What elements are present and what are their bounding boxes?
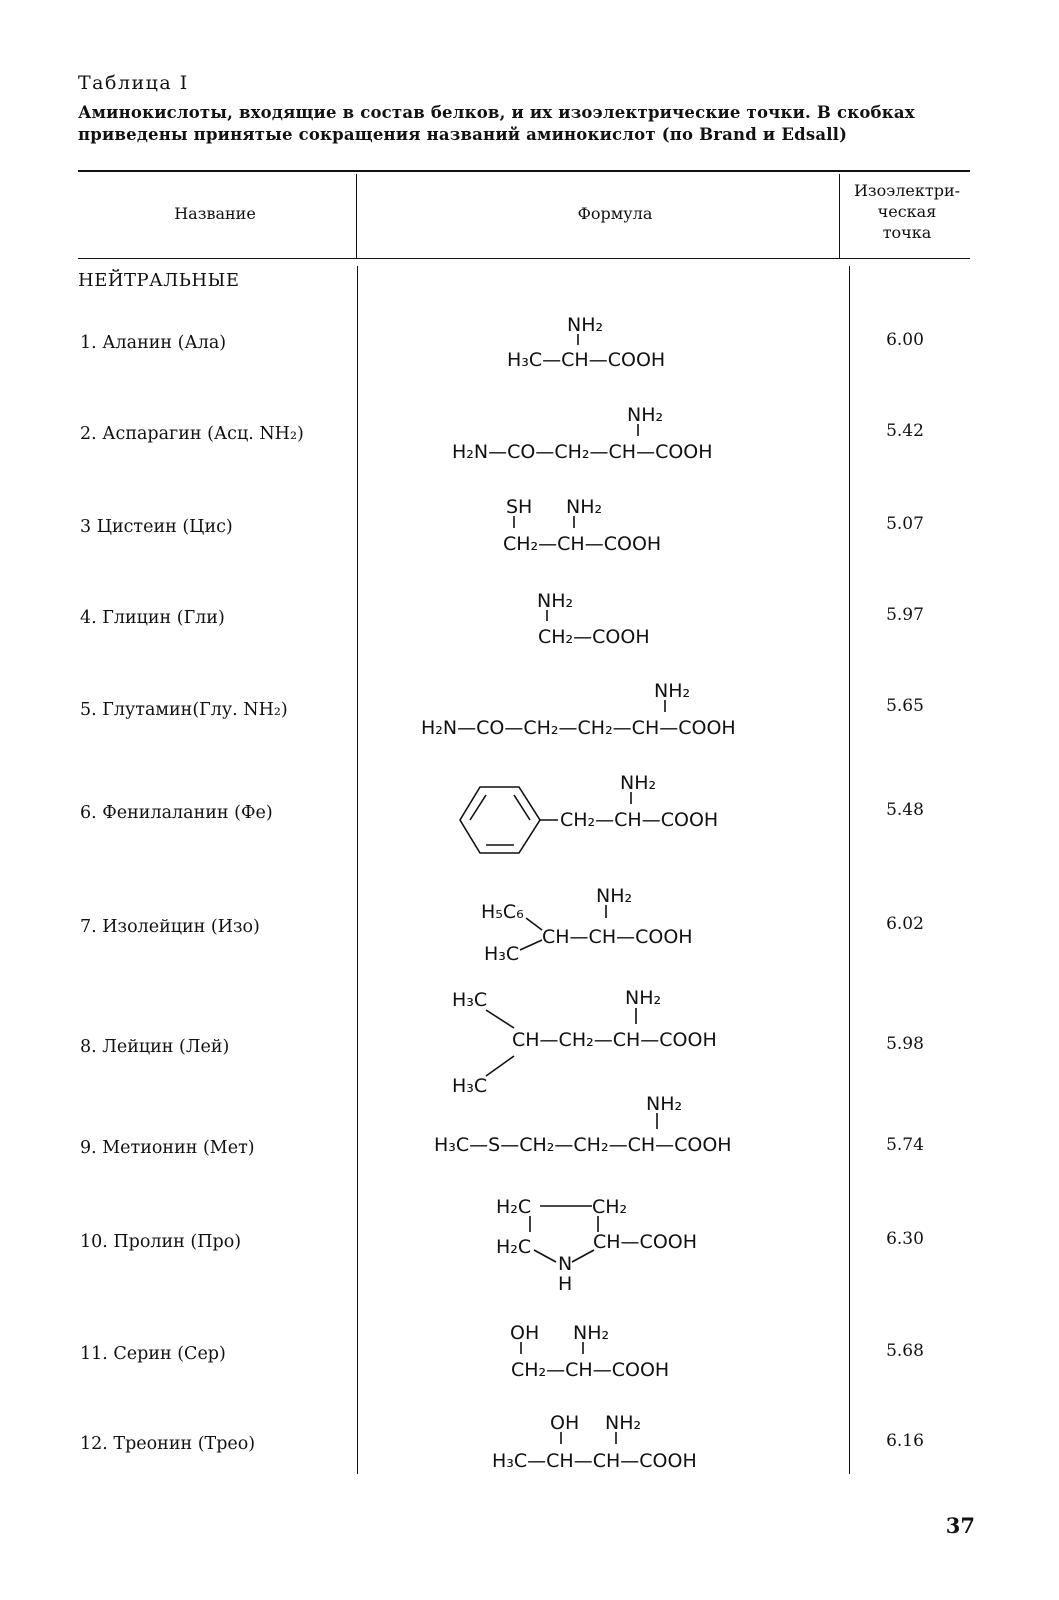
alanine-nh2: NH₂ [567,314,604,336]
threonine-nh2: NH₂ [605,1412,642,1434]
row-pi-threonine: 6.16 [886,1431,924,1451]
leucine-sub1: H₃C [452,989,488,1011]
phenylalanine-nh2: NH₂ [620,772,657,794]
row-pi-alanine: 6.00 [886,330,924,350]
proline-bond-n-right [572,1250,594,1262]
serine-nh2: NH₂ [573,1322,610,1344]
formula-threonine [492,1412,697,1472]
leucine-nh2: NH₂ [625,987,662,1009]
group-title-neutral: НЕЙТРАЛЬНЫЕ [78,270,240,291]
row-name-phenylalanine: 6. Фенилаланин (Фе) [80,803,273,823]
proline-c4: CH—COOH [593,1231,698,1253]
formula-serine [510,1322,669,1381]
formula-phenylalanine [460,772,718,853]
row-name-methionine: 9. Метионин (Мет) [80,1138,255,1158]
benzene-ring [460,787,540,853]
row-name-leucine: 8. Лейцин (Лей) [80,1037,230,1057]
row-name-cysteine: 3 Цистеин (Цис) [80,517,233,537]
glycine-nh2: NH₂ [537,590,574,612]
leucine-main: CH—CH₂—CH—COOH [512,1029,717,1051]
row-name-asparagine: 2. Аспарагин (Асц. NH₂) [80,424,304,444]
formula-alanine [507,314,665,371]
proline-n: N [558,1253,573,1275]
isoleucine-branch-1 [526,918,542,930]
glutamine-main: H₂N—CO—CH₂—CH₂—CH—COOH [421,717,736,739]
isoleucine-branch-2 [520,940,542,950]
asparagine-nh2: NH₂ [627,404,664,426]
row-name-threonine: 12. Треонин (Трео) [80,1434,256,1454]
phenylalanine-main: CH₂—CH—COOH [560,809,719,831]
threonine-main: H₃C—CH—CH—COOH [492,1450,697,1472]
cysteine-nh2: NH₂ [566,496,603,518]
formula-cysteine [503,496,661,555]
formula-glycine [537,590,650,648]
row-pi-isoleucine: 6.02 [886,914,924,934]
table-caption: Аминокислоты, входящие в состав белков, и их изоэлектрические точки. В скобках приведены принятые сокращения названий аминокислот (по Brand и Edsall) [78,103,915,144]
leucine-sub2: H₃C [452,1075,488,1097]
alanine-main: H₃C—CH—COOH [507,349,666,371]
asparagine-main: H₂N—CO—CH₂—CH—COOH [452,441,713,463]
formula-glutamine [421,680,736,739]
formula-proline [496,1196,697,1295]
header-name: Название [174,204,256,223]
proline-h: H [558,1273,573,1295]
header-formula: Формула [577,204,653,223]
formula-asparagine [452,404,713,463]
row-pi-phenylalanine: 5.48 [886,800,924,820]
methionine-nh2: NH₂ [646,1093,683,1115]
methionine-main: H₃C—S—CH₂—CH₂—CH—COOH [434,1134,732,1156]
row-pi-glutamine: 5.65 [886,696,924,716]
isoleucine-nh2: NH₂ [596,885,633,907]
row-name-glutamine: 5. Глутамин(Глу. NH₂) [80,700,288,720]
row-pi-serine: 5.68 [886,1341,924,1361]
proline-c1: H₂C [496,1196,532,1218]
row-pi-leucine: 5.98 [886,1034,924,1054]
formula-leucine [452,987,717,1097]
formula-isoleucine [481,885,693,965]
glutamine-nh2: NH₂ [654,680,691,702]
serine-main: CH₂—CH—COOH [511,1359,670,1381]
isoleucine-sub1: H₅C₆ [481,901,524,923]
row-name-alanine: 1. Аланин (Ала) [80,333,227,353]
proline-c3: H₂C [496,1236,532,1258]
threonine-oh: OH [550,1412,580,1434]
leucine-branch-2 [486,1056,514,1076]
cysteine-main: CH₂—CH—COOH [503,533,662,555]
proline-c2: CH₂ [592,1196,628,1218]
header-isoelectric-point: Изоэлектри- ческая точка [853,181,961,242]
row-pi-proline: 6.30 [886,1229,924,1249]
formula-methionine [434,1093,732,1156]
benzene-double-3 [514,795,530,820]
serine-oh: OH [510,1322,540,1344]
row-name-serine: 11. Серин (Сер) [80,1344,226,1364]
row-pi-methionine: 5.74 [886,1135,924,1155]
page-number: 37 [945,1513,975,1538]
cysteine-sh: SH [506,496,533,518]
glycine-main: CH₂—COOH [538,626,650,648]
isoleucine-sub2: H₃C [484,943,520,965]
row-name-proline: 10. Пролин (Про) [80,1232,242,1252]
proline-bond-n-left [534,1250,556,1262]
isoleucine-main: CH—CH—COOH [542,926,693,948]
row-pi-glycine: 5.97 [886,605,924,625]
row-pi-asparagine: 5.42 [886,421,924,441]
row-name-isoleucine: 7. Изолейцин (Изо) [80,917,260,937]
leucine-branch-1 [486,1010,514,1028]
row-name-glycine: 4. Глицин (Гли) [80,608,225,628]
row-pi-cysteine: 5.07 [886,514,924,534]
table-label: Таблица I [78,72,189,94]
